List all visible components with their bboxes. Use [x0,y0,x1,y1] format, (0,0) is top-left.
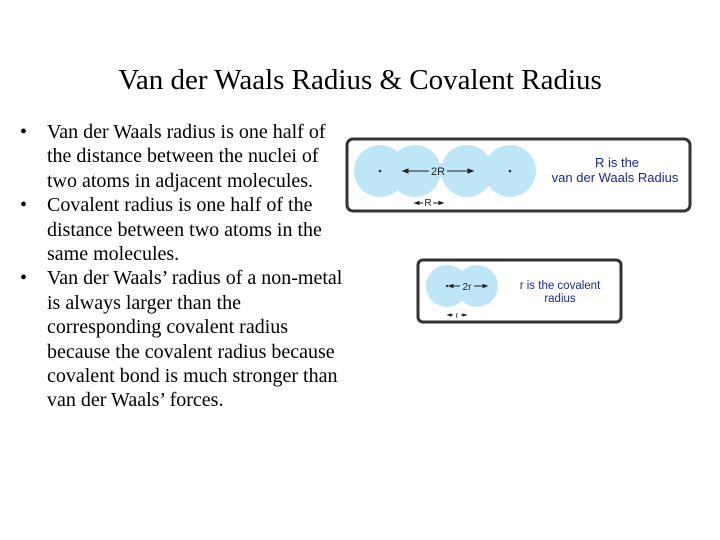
radius-label-R: R [424,198,432,209]
bullet-text: Van der Waals’ radius of a non-metal is always larger than the corresponding covalent radius because the covalent radius because covalent bond is much stronger than van der Waals’ forces. [47,267,343,412]
covalent-radius-diagram [416,258,624,326]
slide-title: Van der Waals Radius & Covalent Radius [118,64,602,96]
bullet-item [18,120,348,193]
covalent-caption-line2: radius [544,293,576,305]
bullet-marker: • [20,194,28,217]
bullet-text: Covalent radius is one half of the distance between two atoms in the same molecules. [47,194,322,266]
bullet-item [18,193,348,266]
distance-label-2r: 2r [462,282,472,293]
nucleus-dot [509,170,512,173]
bullet-marker: • [20,121,28,143]
nucleus-dot [379,170,382,173]
bullet-marker: • [20,267,28,290]
covalent-caption-line1: r is the covalent [519,280,601,292]
bullet-text: Van der Waals radius is one half of the distance between the nuclei of two atoms in adjacent molecules. [47,121,326,192]
vdw-caption-line2: van der Waals Radius [551,170,679,185]
bullet-list [18,120,348,413]
vdw-caption-line1: R is the [594,155,640,170]
bullet-item [18,266,348,412]
distance-label-2R: 2R [430,166,446,178]
vdw-radius-diagram [345,137,695,215]
radius-label-r: r [455,311,459,320]
